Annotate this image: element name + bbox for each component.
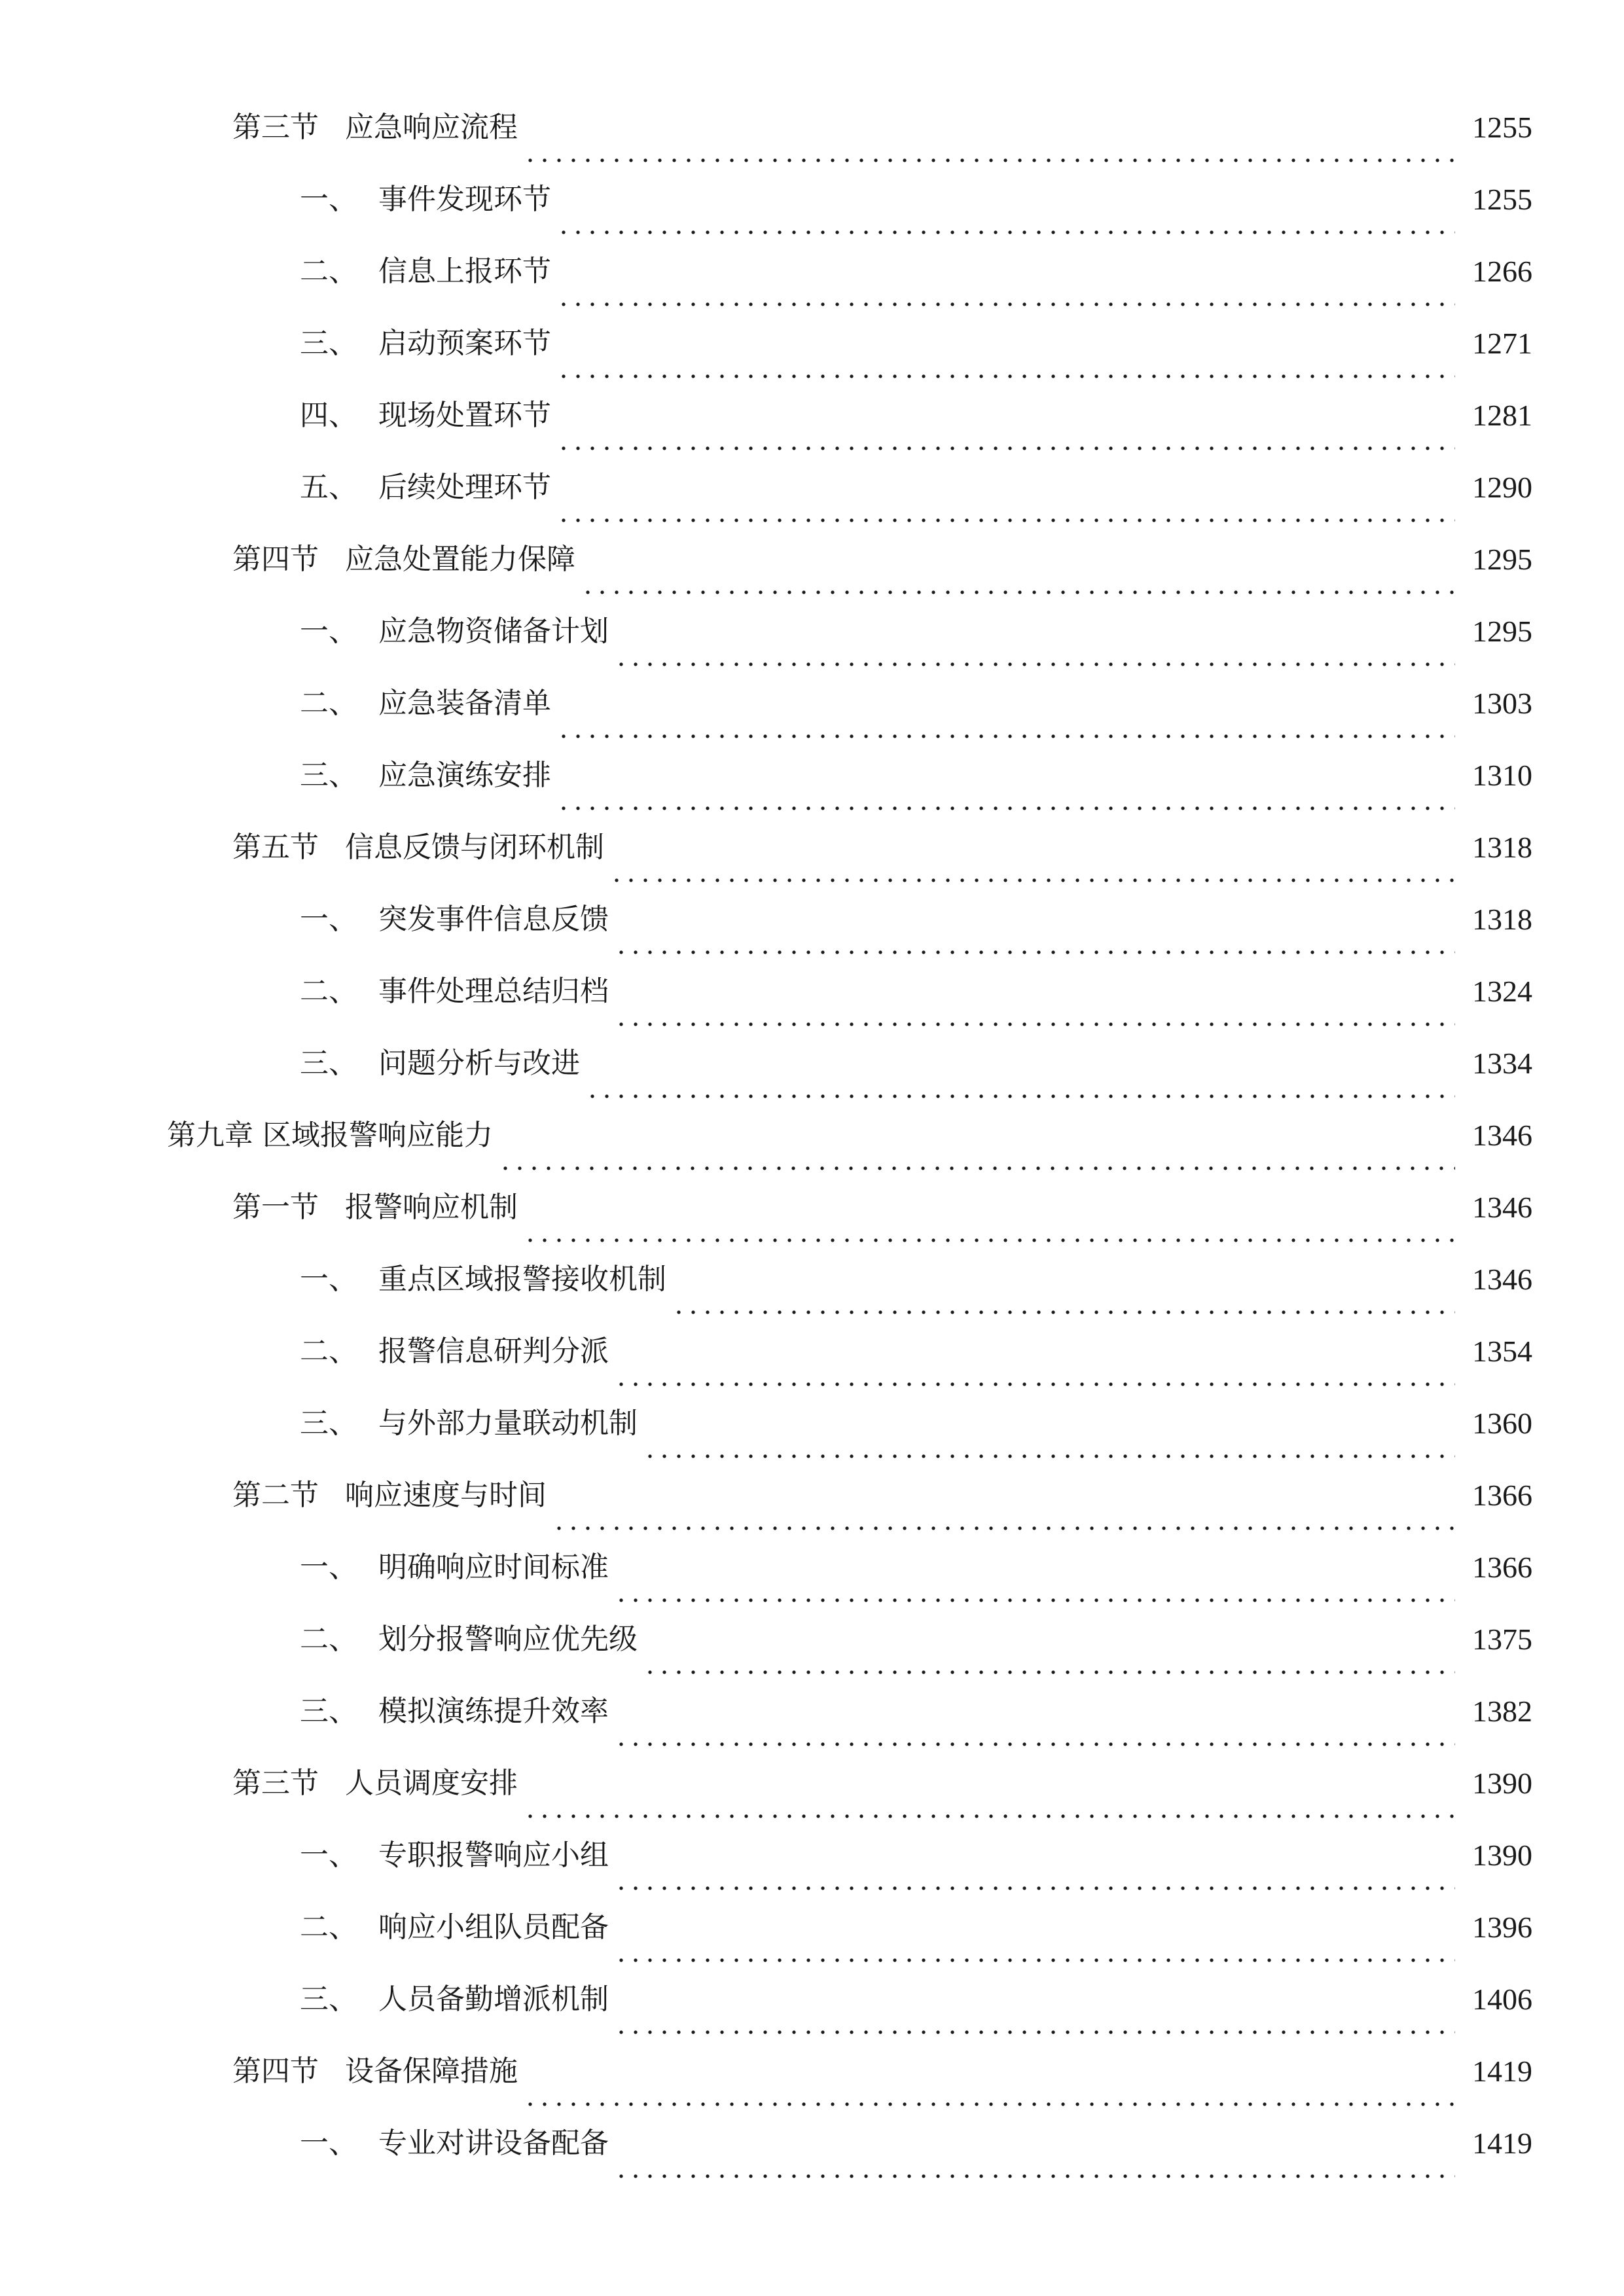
toc-entry-title: 模拟演练提升效率: [378, 1695, 609, 1728]
toc-entry-page-number: 1390: [1472, 1767, 1532, 1800]
toc-entry-title: 应急演练安排: [378, 759, 551, 792]
toc-section-entry[interactable]: [0, 1748, 1624, 1820]
toc-entry-title: 后续处理环节: [378, 471, 551, 504]
toc-entry-page-number: 1406: [1472, 1982, 1532, 2016]
dot-leader: [556, 423, 1455, 452]
toc-entry-page-number: 1360: [1472, 1407, 1532, 1440]
dot-leader: [498, 1143, 1455, 1172]
dot-leader: [556, 783, 1455, 812]
toc-entry-title: 事件发现环节: [378, 183, 551, 216]
toc-subsection-entry[interactable]: [0, 1532, 1624, 1604]
toc-entry-number: 第五节: [232, 831, 328, 864]
toc-entry-page-number: 1255: [1472, 183, 1532, 216]
toc-entry-number: 二、: [300, 1623, 357, 1656]
toc-entry-title: 信息上报环节: [378, 255, 551, 288]
toc-entry-title: 信息反馈与闭环机制: [345, 831, 604, 864]
toc-entry-title: 响应小组队员配备: [378, 1910, 609, 1944]
toc-entry-number: 一、: [300, 1263, 357, 1296]
toc-subsection-entry[interactable]: [0, 668, 1624, 740]
toc-entry-page-number: 1295: [1472, 615, 1532, 648]
toc-entry-number: 第二节: [232, 1479, 328, 1512]
toc-entry-title: 事件处理总结归档: [378, 975, 609, 1008]
dot-leader: [556, 207, 1455, 236]
dot-leader: [614, 999, 1455, 1028]
toc-entry-title: 突发事件信息反馈: [378, 903, 609, 936]
toc-entry-title: 重点区域报警接收机制: [378, 1263, 666, 1296]
toc-entry-title: 报警信息研判分派: [378, 1335, 609, 1368]
toc-entry-page-number: 1271: [1472, 327, 1532, 360]
dot-leader: [614, 927, 1455, 956]
toc-entry-page-number: 1290: [1472, 471, 1532, 504]
toc-subsection-entry[interactable]: [0, 2108, 1624, 2179]
toc-entry-title: 专职报警响应小组: [378, 1839, 609, 1872]
toc-entry-page-number: 1334: [1472, 1047, 1532, 1080]
toc-entry-title: 应急响应流程: [345, 111, 518, 144]
dot-leader: [556, 495, 1455, 524]
toc-entry-number: 第四节: [232, 543, 328, 576]
dot-leader: [614, 1935, 1455, 1964]
toc-entry-number: 一、: [300, 1839, 357, 1872]
toc-entry-page-number: 1354: [1472, 1335, 1532, 1368]
dot-leader: [523, 1791, 1455, 1820]
dot-leader: [614, 1719, 1455, 1748]
toc-entry-number: 二、: [300, 255, 357, 288]
dot-leader: [614, 2151, 1455, 2179]
toc-section-entry[interactable]: [0, 1460, 1624, 1532]
toc-entry-page-number: 1295: [1472, 543, 1532, 576]
dot-leader: [614, 639, 1455, 668]
toc-section-entry[interactable]: [0, 92, 1624, 164]
toc-entry-number: 第九章: [167, 1119, 262, 1152]
toc-subsection-entry[interactable]: [0, 956, 1624, 1028]
toc-entry-page-number: 1255: [1472, 111, 1532, 144]
toc-subsection-entry[interactable]: [0, 236, 1624, 308]
dot-leader: [523, 2079, 1455, 2108]
toc-chapter-entry[interactable]: [0, 1100, 1624, 1172]
toc-entry-number: 二、: [300, 975, 357, 1008]
toc-entry-page-number: 1324: [1472, 975, 1532, 1008]
toc-entry-title: 应急装备清单: [378, 687, 551, 720]
toc-subsection-entry[interactable]: [0, 1316, 1624, 1388]
toc-entry-number: 二、: [300, 1335, 357, 1368]
dot-leader: [556, 711, 1455, 740]
toc-entry-page-number: 1318: [1472, 831, 1532, 864]
toc-subsection-entry[interactable]: [0, 1676, 1624, 1748]
dot-leader: [643, 1647, 1455, 1676]
dot-leader: [614, 1359, 1455, 1388]
toc-entry-number: 第四节: [232, 2054, 328, 2088]
toc-entry-number: 三、: [300, 1047, 357, 1080]
dot-leader: [672, 1287, 1455, 1316]
toc-entry-page-number: 1419: [1472, 2126, 1532, 2160]
toc-entry-number: 四、: [300, 399, 357, 432]
toc-entry-page-number: 1382: [1472, 1695, 1532, 1728]
toc-entry-number: 一、: [300, 903, 357, 936]
toc-entry-page-number: 1419: [1472, 2054, 1532, 2088]
dot-leader: [614, 1863, 1455, 1892]
toc-entry-title: 应急物资储备计划: [378, 615, 609, 648]
dot-leader: [614, 2007, 1455, 2036]
toc-entry-title: 与外部力量联动机制: [378, 1407, 638, 1440]
table-of-contents: [0, 92, 1624, 2179]
toc-entry-title: 人员备勤增派机制: [378, 1982, 609, 2016]
toc-entry-number: 三、: [300, 327, 357, 360]
toc-entry-page-number: 1390: [1472, 1839, 1532, 1872]
dot-leader: [523, 135, 1455, 164]
dot-leader: [585, 1071, 1455, 1100]
toc-entry-title: 设备保障措施: [345, 2054, 518, 2088]
toc-subsection-entry[interactable]: [0, 308, 1624, 380]
toc-subsection-entry[interactable]: [0, 884, 1624, 956]
toc-subsection-entry[interactable]: [0, 1604, 1624, 1676]
toc-entry-title: 响应速度与时间: [345, 1479, 547, 1512]
toc-subsection-entry[interactable]: [0, 164, 1624, 236]
toc-subsection-entry[interactable]: [0, 1820, 1624, 1892]
toc-entry-page-number: 1346: [1472, 1191, 1532, 1224]
toc-entry-number: 三、: [300, 759, 357, 792]
toc-subsection-entry[interactable]: [0, 740, 1624, 812]
toc-entry-number: 第三节: [232, 1767, 328, 1800]
toc-subsection-entry[interactable]: [0, 1028, 1624, 1100]
toc-entry-number: 三、: [300, 1982, 357, 2016]
toc-entry-page-number: 1281: [1472, 399, 1532, 432]
toc-entry-page-number: 1366: [1472, 1479, 1532, 1512]
toc-section-entry[interactable]: [0, 2036, 1624, 2108]
dot-leader: [556, 279, 1455, 308]
toc-entry-title: 区域报警响应能力: [262, 1119, 493, 1152]
toc-entry-title: 现场处置环节: [378, 399, 551, 432]
toc-entry-number: 二、: [300, 687, 357, 720]
toc-subsection-entry[interactable]: [0, 452, 1624, 524]
toc-entry-number: 五、: [300, 471, 357, 504]
toc-section-entry[interactable]: [0, 524, 1624, 596]
toc-entry-title: 明确响应时间标准: [378, 1551, 609, 1584]
toc-entry-page-number: 1346: [1472, 1119, 1532, 1152]
dot-leader: [643, 1431, 1455, 1460]
toc-entry-number: 一、: [300, 615, 357, 648]
toc-entry-title: 划分报警响应优先级: [378, 1623, 638, 1656]
toc-entry-page-number: 1366: [1472, 1551, 1532, 1584]
toc-subsection-entry[interactable]: [0, 1388, 1624, 1460]
toc-entry-number: 三、: [300, 1695, 357, 1728]
toc-entry-number: 一、: [300, 2126, 357, 2160]
toc-entry-title: 问题分析与改进: [378, 1047, 580, 1080]
dot-leader: [552, 1503, 1455, 1532]
dot-leader: [581, 567, 1455, 596]
toc-subsection-entry[interactable]: [0, 380, 1624, 452]
toc-entry-page-number: 1266: [1472, 255, 1532, 288]
toc-subsection-entry[interactable]: [0, 1244, 1624, 1316]
toc-entry-page-number: 1303: [1472, 687, 1532, 720]
toc-subsection-entry[interactable]: [0, 1964, 1624, 2036]
toc-entry-number: 一、: [300, 1551, 357, 1584]
toc-entry-title: 报警响应机制: [345, 1191, 518, 1224]
toc-section-entry[interactable]: [0, 812, 1624, 884]
toc-entry-number: 一、: [300, 183, 357, 216]
toc-entry-page-number: 1375: [1472, 1623, 1532, 1656]
toc-subsection-entry[interactable]: [0, 1892, 1624, 1964]
toc-entry-number: 第三节: [232, 111, 328, 144]
toc-entry-page-number: 1396: [1472, 1910, 1532, 1944]
toc-entry-number: 三、: [300, 1407, 357, 1440]
toc-subsection-entry[interactable]: [0, 596, 1624, 668]
toc-entry-number: 第一节: [232, 1191, 328, 1224]
toc-entry-title: 专业对讲设备配备: [378, 2126, 609, 2160]
toc-section-entry[interactable]: [0, 1172, 1624, 1244]
toc-entry-title: 人员调度安排: [345, 1767, 518, 1800]
toc-entry-page-number: 1318: [1472, 903, 1532, 936]
dot-leader: [609, 855, 1455, 884]
dot-leader: [614, 1575, 1455, 1604]
toc-entry-title: 启动预案环节: [378, 327, 551, 360]
toc-entry-number: 二、: [300, 1910, 357, 1944]
toc-entry-page-number: 1310: [1472, 759, 1532, 792]
dot-leader: [556, 351, 1455, 380]
toc-entry-title: 应急处置能力保障: [345, 543, 575, 576]
dot-leader: [523, 1215, 1455, 1244]
toc-entry-page-number: 1346: [1472, 1263, 1532, 1296]
